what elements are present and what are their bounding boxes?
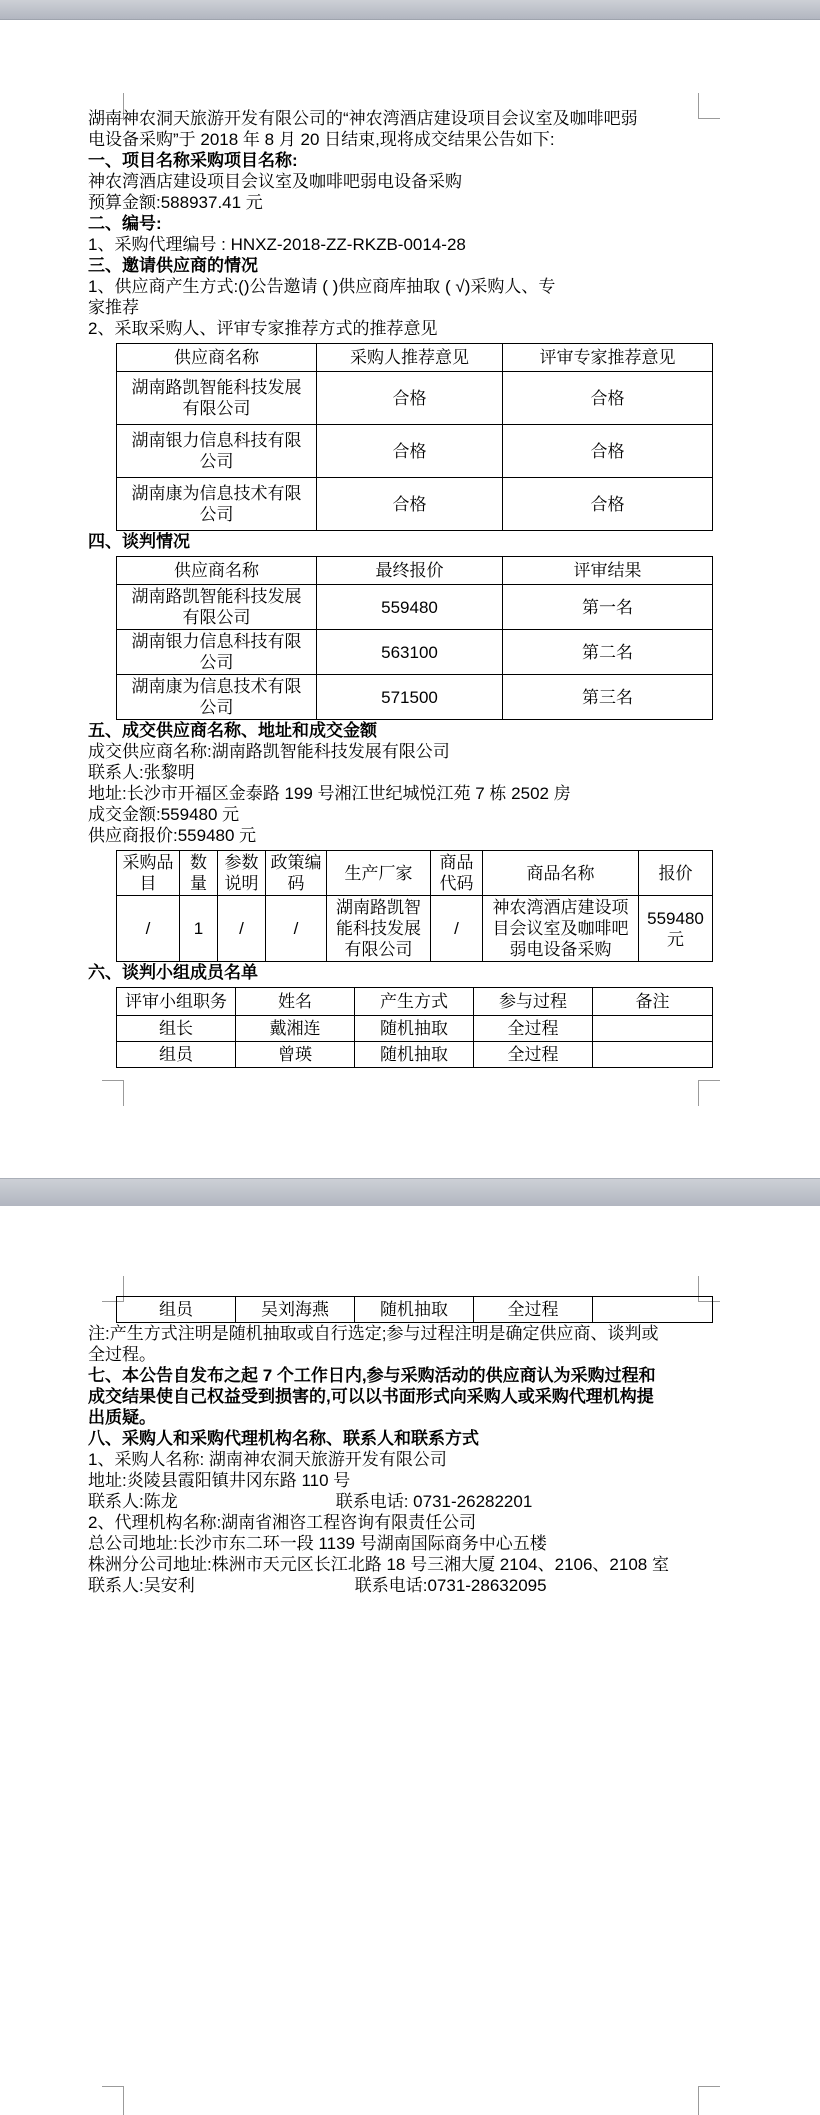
header-cell: 供应商名称 (117, 557, 317, 585)
table-cell: 湖南路凯智能科技发展有限公司 (117, 372, 317, 425)
table-row (117, 1042, 713, 1068)
table-cell: 随机抽取 (355, 1016, 474, 1042)
header-cell: 产生方式 (355, 988, 474, 1016)
section3-heading: 三、邀请供应商的情况 (88, 256, 258, 275)
table-cell: 组员 (117, 1297, 236, 1323)
supplier-quote: 供应商报价:559480 元 (88, 826, 257, 845)
supplier-source-line: 1、供应商产生方式:()公告邀请 ( )供应商库抽取 ( √)采购人、专 (88, 277, 556, 296)
agency-contact-line (88, 1575, 728, 1596)
header-cell: 采购品目 (117, 851, 180, 896)
margin-mark-icon (698, 2086, 720, 2115)
table-cell: 全过程 (474, 1042, 593, 1068)
winner-contact: 联系人:张黎明 (88, 763, 195, 782)
table-cell: 第一名 (503, 585, 713, 630)
note-line: 注:产生方式注明是随机抽取或自行选定;参与过程注明是确定供应商、谈判或 (88, 1324, 659, 1343)
table-cell: 全过程 (474, 1016, 593, 1042)
table-cell: 1 (180, 896, 218, 962)
header-cell: 姓名 (236, 988, 355, 1016)
table-row (117, 675, 713, 720)
table-cell: / (117, 896, 180, 962)
table-row (117, 1016, 713, 1042)
section7-line: 出质疑。 (88, 1408, 156, 1427)
section5-heading: 五、成交供应商名称、地址和成交金额 (88, 721, 377, 740)
header-cell: 参数说明 (218, 851, 266, 896)
table-cell: 随机抽取 (355, 1042, 474, 1068)
table-row (117, 630, 713, 675)
table-cell: 559480 (317, 585, 503, 630)
table-cell: 湖南康为信息技术有限公司 (117, 478, 317, 531)
page-gap-band-middle (0, 1178, 820, 1207)
table-row (117, 425, 713, 478)
header-cell: 评审结果 (503, 557, 713, 585)
table-cell (593, 1042, 713, 1068)
table-cell: 吴刘海燕 (236, 1297, 355, 1323)
table-row (117, 478, 713, 531)
table-cell: 组长 (117, 1016, 236, 1042)
header-cell: 商品名称 (483, 851, 639, 896)
project-name: 神农湾酒店建设项目会议室及咖啡吧弱电设备采购 (88, 172, 462, 191)
page1-content (88, 108, 728, 1068)
section1-heading: 一、项目名称采购项目名称: (88, 151, 298, 170)
table-cell: 湖南银力信息科技有限公司 (117, 425, 317, 478)
supplier-source-wrap: 家推荐 (88, 298, 139, 317)
page-gap-band-top (0, 0, 820, 20)
table-cell: / (218, 896, 266, 962)
recommend-intro: 2、采取采购人、评审专家推荐方式的推荐意见 (88, 319, 438, 338)
agency-contact: 联系人:吴安利 (88, 1576, 195, 1595)
table-cell: 571500 (317, 675, 503, 720)
table-cell: 戴湘连 (236, 1016, 355, 1042)
table-cell: 全过程 (474, 1297, 593, 1323)
margin-mark-icon (102, 1080, 124, 1106)
negotiation-table (116, 556, 713, 720)
table-cell: 湖南路凯智能科技发展有限公司 (327, 896, 431, 962)
winner-address: 地址:长沙市开福区金泰路 199 号湘江世纪城悦江苑 7 栋 2502 房 (88, 784, 571, 803)
header-cell: 最终报价 (317, 557, 503, 585)
intro-line: 电设备采购”于 2018 年 8 月 20 日结束,现将成交结果公告如下: (88, 130, 555, 149)
table-cell (593, 1016, 713, 1042)
header-cell: 生产厂家 (327, 851, 431, 896)
header-cell: 评审小组职务 (117, 988, 236, 1016)
purchaser-address: 地址:炎陵县霞阳镇井冈东路 110 号 (88, 1471, 351, 1490)
section2-heading: 二、编号: (88, 214, 162, 233)
agency-phone: 联系电话:0731-28632095 (354, 1576, 547, 1595)
table-cell: / (266, 896, 327, 962)
panel-table (116, 987, 713, 1068)
agency-hq-address: 总公司地址:长沙市东二环一段 1139 号湖南国际商务中心五楼 (88, 1534, 547, 1553)
margin-mark-icon (698, 1080, 720, 1106)
table-cell: 合格 (503, 425, 713, 478)
section6-heading: 六、谈判小组成员名单 (88, 963, 258, 982)
section7-line: 成交结果使自己权益受到损害的,可以以书面形式向采购人或采购代理机构提 (88, 1387, 654, 1406)
table-header-row (117, 988, 713, 1016)
table-row (117, 372, 713, 425)
header-cell: 报价 (639, 851, 713, 896)
table-cell: 湖南路凯智能科技发展有限公司 (117, 585, 317, 630)
table-cell: 组员 (117, 1042, 236, 1068)
table-cell: 随机抽取 (355, 1297, 474, 1323)
header-cell: 商品代码 (431, 851, 483, 896)
award-amount: 成交金额:559480 元 (88, 805, 240, 824)
table-cell: 湖南银力信息科技有限公司 (117, 630, 317, 675)
purchaser-name: 1、采购人名称: 湖南神农洞天旅游开发有限公司 (88, 1450, 447, 1469)
purchaser-phone: 联系电话: 0731-26282201 (335, 1492, 533, 1511)
table-cell: 曾瑛 (236, 1042, 355, 1068)
header-cell: 数量 (180, 851, 218, 896)
section7-line: 七、本公告自发布之起 7 个工作日内,参与采购活动的供应商认为采购过程和 (88, 1366, 656, 1385)
table-cell: 湖南康为信息技术有限公司 (117, 675, 317, 720)
table-cell: 合格 (503, 478, 713, 531)
table-cell: 合格 (317, 478, 503, 531)
header-cell: 参与过程 (474, 988, 593, 1016)
section8-heading: 八、采购人和采购代理机构名称、联系人和联系方式 (88, 1429, 479, 1448)
header-cell: 备注 (593, 988, 713, 1016)
header-cell: 政策编码 (266, 851, 327, 896)
table-cell: 合格 (317, 425, 503, 478)
agency-number: 1、采购代理编号 : HNXZ-2018-ZZ-RKZB-0014-28 (88, 235, 466, 254)
table-cell: 第二名 (503, 630, 713, 675)
intro-line: 湖南神农洞天旅游开发有限公司的“神农湾酒店建设项目会议室及咖啡吧弱 (88, 109, 638, 128)
table-header-row (117, 557, 713, 585)
header-cell: 采购人推荐意见 (317, 344, 503, 372)
agency-branch-address: 株洲分公司地址:株洲市天元区长江北路 18 号三湘大厦 2104、2106、2108 室 (88, 1555, 669, 1574)
note-line: 全过程。 (88, 1345, 156, 1364)
page2-content (88, 1296, 728, 1596)
award-detail-table (116, 850, 713, 962)
table-cell: 合格 (317, 372, 503, 425)
header-cell: 供应商名称 (117, 344, 317, 372)
table-cell (593, 1297, 713, 1323)
agency-name: 2、代理机构名称:湖南省湘咨工程咨询有限责任公司 (88, 1513, 477, 1532)
table-cell: 神农湾酒店建设项目会议室及咖啡吧弱电设备采购 (483, 896, 639, 962)
table-cell: 第三名 (503, 675, 713, 720)
section4-heading: 四、谈判情况 (88, 532, 190, 551)
purchaser-contact-line (88, 1491, 728, 1512)
budget-amount: 预算金额:588937.41 元 (88, 193, 263, 212)
table-cell: 559480元 (639, 896, 713, 962)
panel-table-continued (116, 1296, 713, 1323)
table-header-row (117, 851, 713, 896)
winner-name: 成交供应商名称:湖南路凯智能科技发展有限公司 (88, 742, 450, 761)
table-row (117, 896, 713, 962)
header-cell: 评审专家推荐意见 (503, 344, 713, 372)
table-header-row (117, 344, 713, 372)
purchaser-contact: 联系人:陈龙 (88, 1492, 178, 1511)
table-cell: / (431, 896, 483, 962)
table-row (117, 1297, 713, 1323)
table-cell: 563100 (317, 630, 503, 675)
table-cell: 合格 (503, 372, 713, 425)
recommend-table (116, 343, 713, 531)
table-row (117, 585, 713, 630)
margin-mark-icon (102, 2086, 124, 2115)
